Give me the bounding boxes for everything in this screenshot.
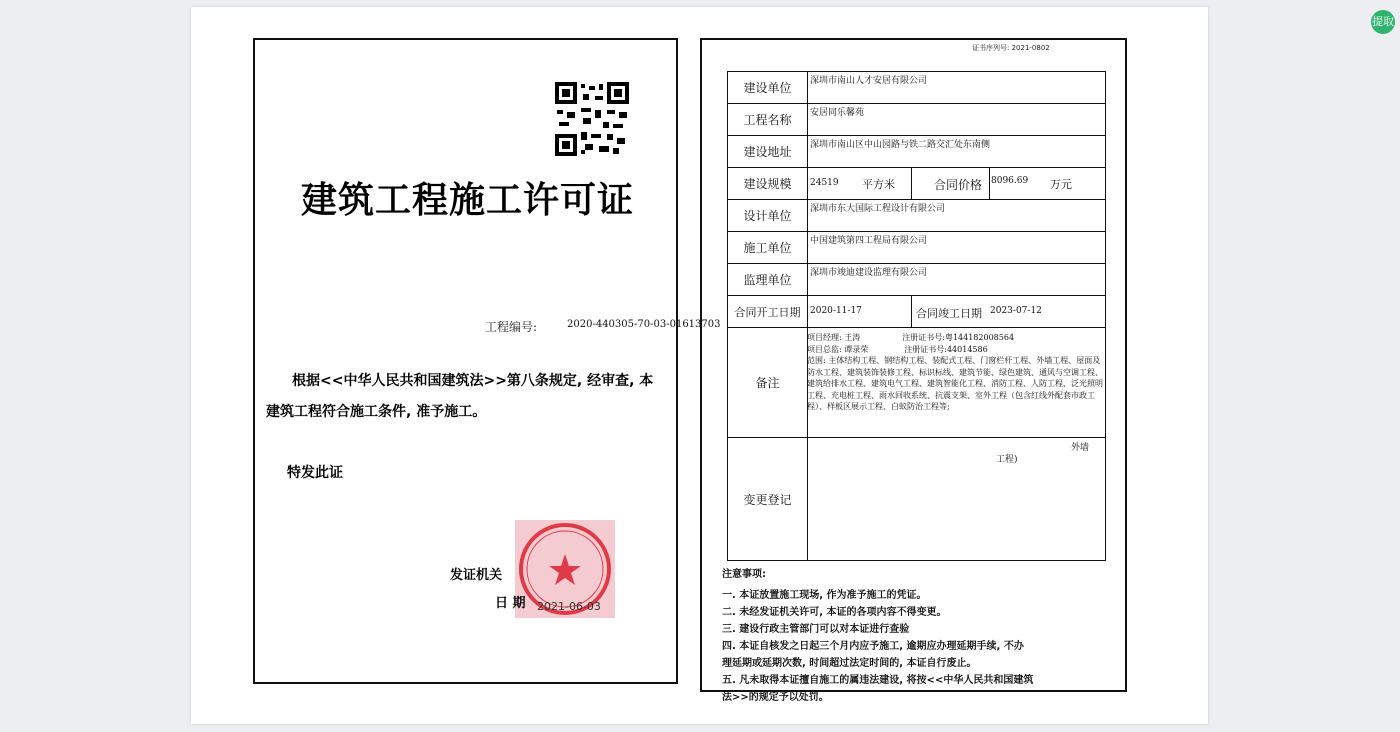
scope-tail-2: 工程) [996, 455, 1018, 465]
scale-value: 24519 [810, 178, 839, 188]
table-row [727, 295, 1106, 327]
project-supervisor: 项目总监: 谭录荣 [807, 344, 869, 354]
extract-button[interactable]: 提取 [1371, 10, 1395, 34]
table-row [727, 167, 1106, 199]
note-item: 一. 本证放置施工现场, 作为准予施工的凭证。 [722, 590, 927, 601]
sv-cert-label: 注册证书号: [904, 344, 947, 354]
note-item: 法>>的规定予以处罚。 [722, 692, 829, 703]
qr-code-icon [555, 82, 629, 156]
pm-cert-label: 注册证书号: [902, 333, 945, 342]
law-statement-line2: 建筑工程符合施工条件, 准予施工。 [266, 404, 487, 420]
table-row [727, 231, 1106, 263]
table-row [727, 199, 1106, 231]
note-item: 理延期或延期次数, 时间超过法定时间的, 本证自行废止。 [722, 658, 977, 669]
permit-table [727, 71, 1106, 561]
remarks-content [807, 332, 1105, 413]
certificate-serial: 证书序列号: 2021-0802 [972, 44, 1050, 52]
end-date-label: 合同竣工日期 [916, 307, 982, 320]
project-number [485, 318, 721, 335]
project-number-value: 2020-440305-70-03-01613703 [567, 319, 721, 330]
row-label: 建设单位 [728, 72, 808, 103]
end-date: 2023-07-12 [990, 306, 1042, 316]
issuing-authority-label: 发证机关 [450, 568, 503, 583]
permit-cover-page [253, 38, 721, 684]
price-value: 8096.69 [991, 176, 1029, 186]
table-row [727, 71, 1106, 103]
row-value: 深圳市东大国际工程设计有限公司 [810, 204, 946, 214]
issue-date-value: 2021-06-03 [537, 600, 601, 613]
note-item: 二. 未经发证机关许可, 本证的各项内容不得变更。 [722, 607, 947, 618]
price-label-cell [911, 168, 983, 199]
law-statement-line1: 根据<<中华人民共和国建筑法>>第八条规定, 经审查, 本 [292, 373, 654, 389]
row-label: 建设地址 [728, 136, 808, 167]
row-label: 工程名称 [728, 104, 808, 135]
project-manager: 项目经理: 王涛 [807, 333, 861, 342]
start-date: 2020-11-17 [810, 306, 862, 316]
row-label: 施工单位 [728, 232, 808, 263]
row-value: 深圳市竣迪建设监理有限公司 [810, 268, 928, 278]
permit-detail-page [700, 38, 1127, 703]
table-row [727, 263, 1106, 295]
permit-title: 建筑工程施工许可证 [300, 179, 634, 221]
project-number-label: 工程编号: [485, 320, 538, 334]
price-unit: 万元 [1050, 178, 1072, 191]
table-row [727, 135, 1106, 167]
end-date-cell [911, 296, 1042, 327]
table-row [727, 327, 1106, 437]
row-value: 安居同乐馨苑 [810, 108, 865, 118]
row-label: 合同开工日期 [728, 296, 808, 327]
pm-cert: 粤144182008564 [944, 333, 1015, 342]
issuance-statement: 特发此证 [287, 465, 343, 481]
row-value: 中国建筑第四工程局有限公司 [810, 236, 928, 246]
table-row [727, 437, 1106, 561]
row-label: 备注 [728, 328, 808, 437]
note-item: 三. 建设行政主管部门可以对本证进行查验 [722, 624, 910, 635]
scope-tail-1: 外墙 [1071, 443, 1090, 453]
sv-cert: 44014586 [946, 344, 988, 354]
row-label: 设计单位 [728, 200, 808, 231]
row-label: 建设规模 [728, 168, 808, 199]
issue-date-label: 日 期 [495, 596, 526, 611]
notes-section [722, 566, 1122, 706]
price-value-cell [989, 168, 1072, 199]
notes-title: 注意事项: [722, 569, 766, 580]
row-label: 变更登记 [728, 438, 808, 560]
note-item: 五. 凡未取得本证擅自施工的属违法建设, 将按<<中华人民共和国建筑 [722, 675, 1034, 686]
table-row [727, 103, 1106, 135]
row-label: 监理单位 [728, 264, 808, 295]
note-item: 四. 本证自核发之日起三个月内应予施工, 逾期应办理延期手续, 不办 [722, 641, 1024, 652]
price-label: 合同价格 [934, 178, 983, 192]
scale-unit: 平方米 [862, 178, 895, 191]
row-value: 深圳市南山人才安居有限公司 [810, 76, 928, 86]
row-value: 深圳市南山区中山园路与铁二路交汇处东南侧 [810, 140, 991, 150]
scope-text: 范围: 主体结构工程、钢结构工程、装配式工程、门窗栏杆工程、外墙工程、屋面及防水工程、建筑装饰装修工程、标识标线、建筑节能、绿色建筑、通风与空调工程、建筑给排水工程、建筑电气工程、建筑智能化工程、消防工程、人防工程、泛光照明工程、充电桩工程、雨水回收系统、抗震支架、室外工程（包含红线外配套市政工程）、样板区展示工程、白蚁防治工程等; [807, 356, 1103, 411]
